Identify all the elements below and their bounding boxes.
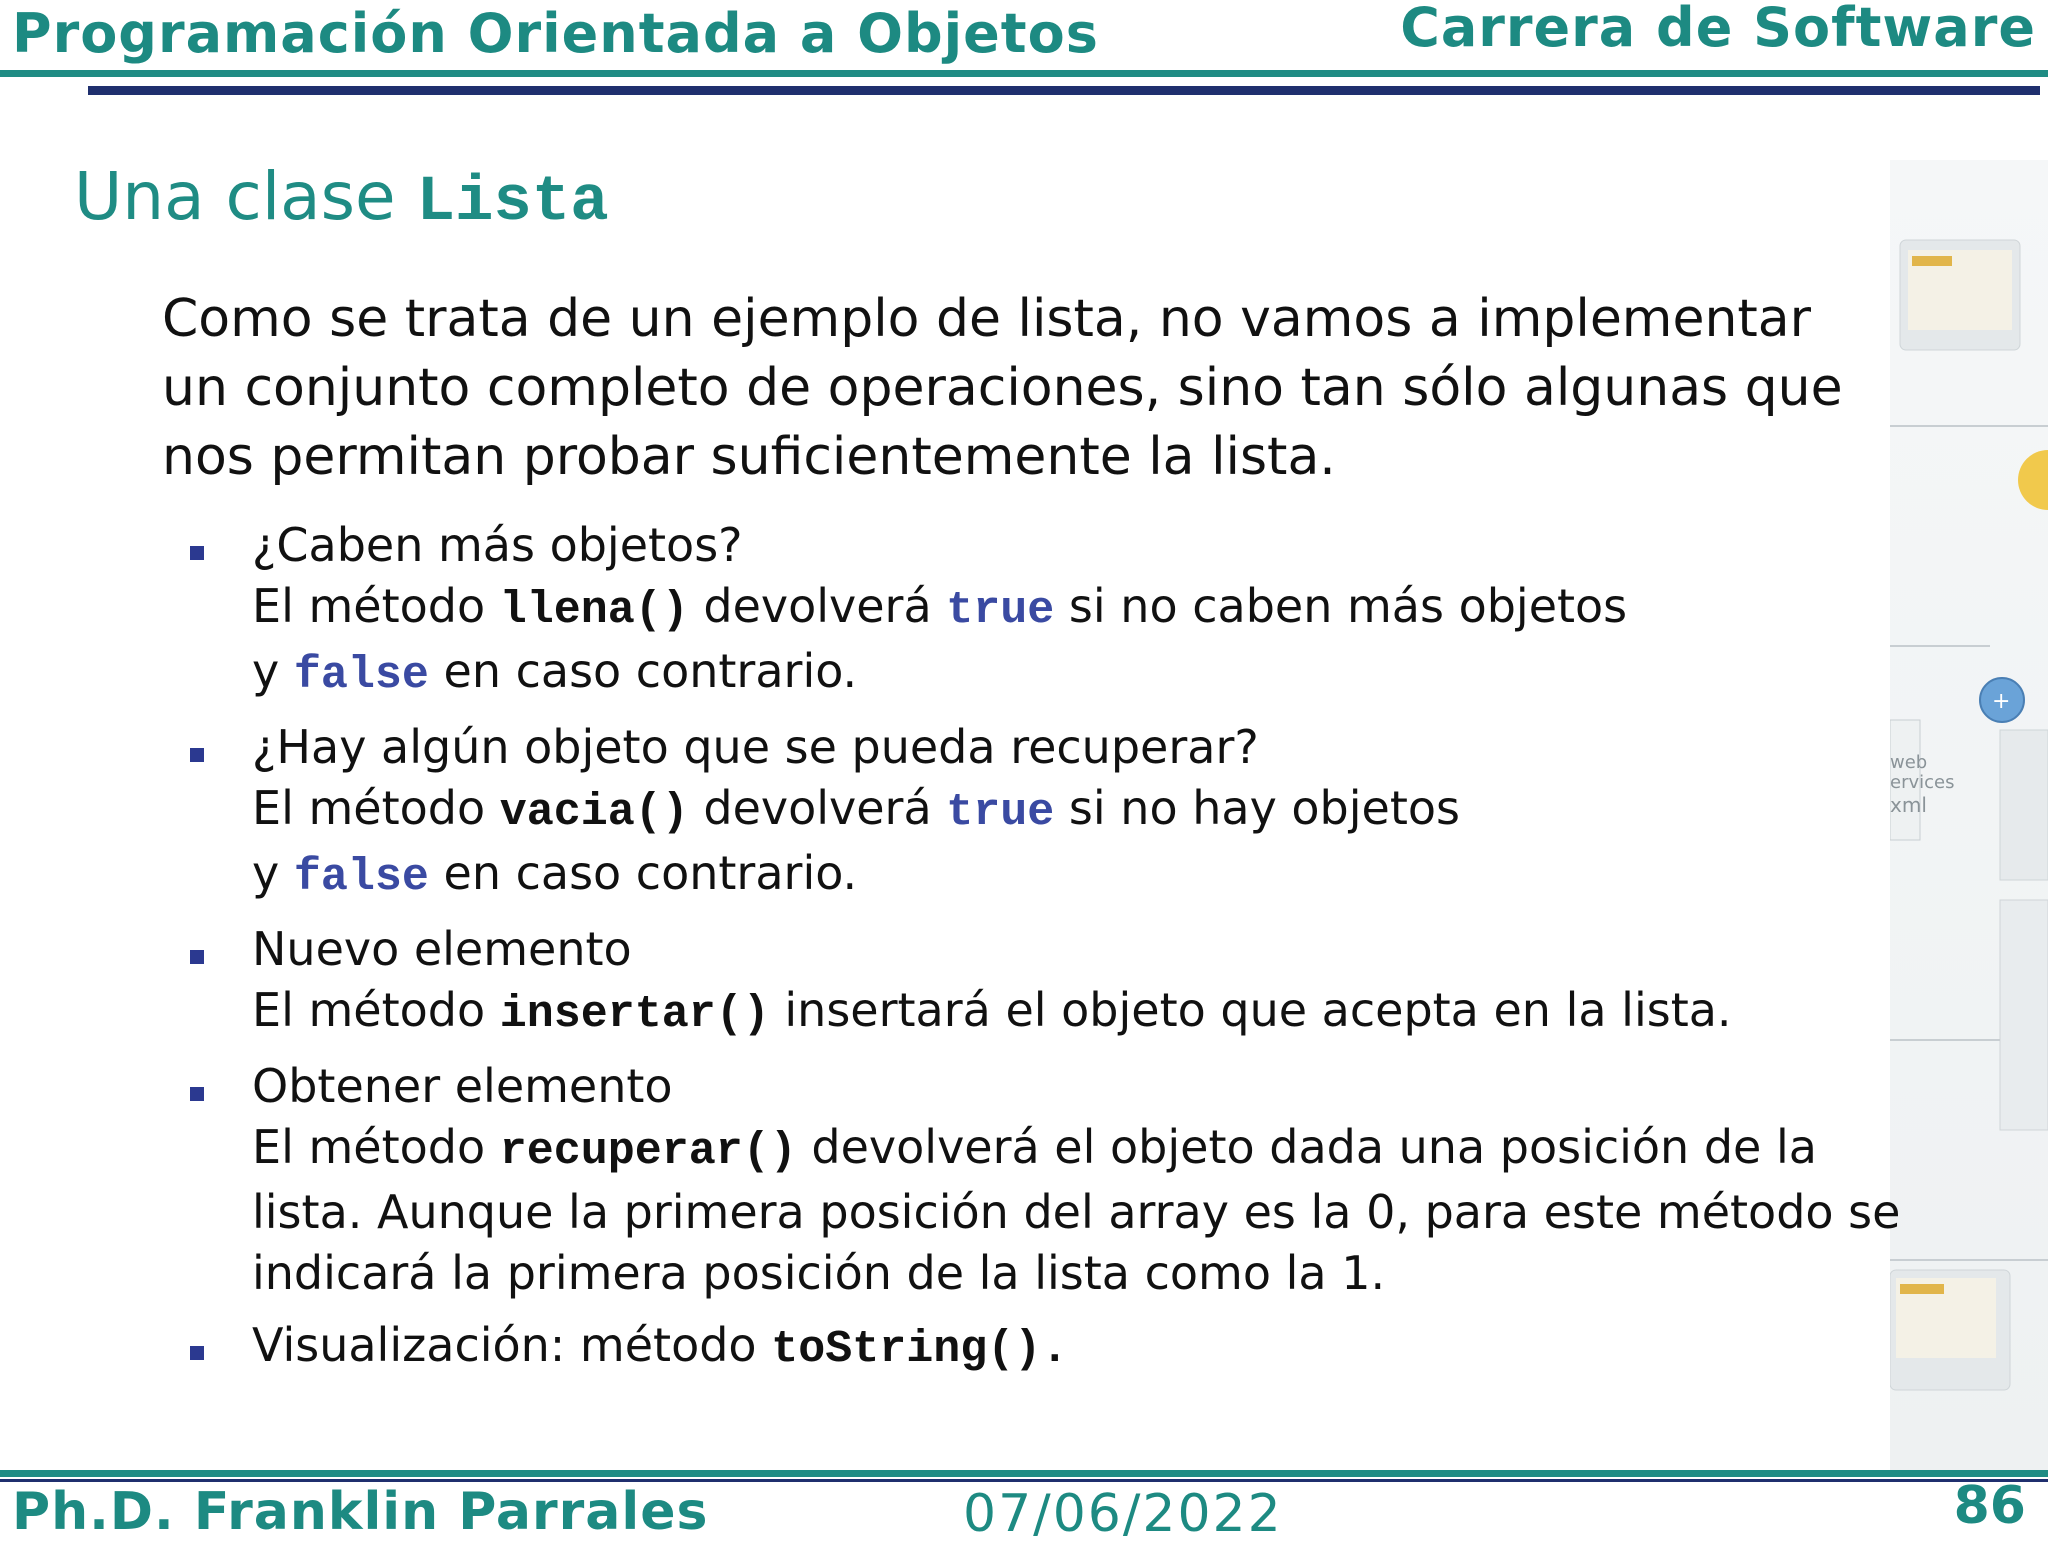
- bullet-heading: Obtener elemento: [252, 1059, 673, 1113]
- bullet-text: devolverá: [688, 579, 947, 633]
- method-code: llena(): [499, 585, 689, 636]
- footer-author: Ph.D. Franklin Parrales: [12, 1482, 709, 1542]
- bullet-text: en caso contrario.: [428, 644, 858, 698]
- program-title: Carrera de Software: [1400, 0, 2036, 59]
- bullet-heading: ¿Caben más objetos?: [252, 518, 743, 572]
- bullet-text: El método: [252, 983, 500, 1037]
- bullet-text: El método: [252, 1120, 500, 1174]
- square-bullet-icon: [190, 1346, 204, 1360]
- footer-date: 07/06/2022: [963, 1484, 1283, 1544]
- bullet-text: si no caben más objetos: [1054, 579, 1628, 633]
- square-bullet-icon: [190, 748, 204, 762]
- method-code: toString().: [771, 1324, 1069, 1375]
- svg-text:xml: xml: [1890, 793, 1927, 817]
- svg-text:+: +: [1992, 689, 2011, 714]
- bullet-text: El método: [252, 579, 500, 633]
- bullet-text: y: [252, 846, 294, 900]
- keyword-true: true: [946, 585, 1055, 636]
- page-number: 86: [1953, 1476, 2026, 1536]
- square-bullet-icon: [190, 950, 204, 964]
- list-item: [190, 919, 1910, 1045]
- keyword-false: false: [293, 650, 429, 701]
- bullet-heading: ¿Hay algún objeto que se pueda recuperar?: [252, 720, 1259, 774]
- bullet-text: devolverá el objeto dada una posición de la lista. Aunque la primera posición del array es la 0, para este método se indicará la primera posición de la lista como la 1.: [252, 1120, 1901, 1300]
- title-text: Una clase: [74, 158, 417, 235]
- svg-text:ervices: ervices: [1890, 772, 1955, 793]
- square-bullet-icon: [190, 546, 204, 560]
- header-rule-teal: [0, 70, 2048, 77]
- method-code: vacia(): [499, 787, 689, 838]
- svg-text:web: web: [1890, 752, 1928, 773]
- decorative-side-image: [1890, 160, 2048, 1470]
- course-title: Programación Orientada a Objetos: [12, 2, 1099, 65]
- bullet-text: si no hay objetos: [1054, 781, 1460, 835]
- list-item: [190, 1056, 1910, 1304]
- square-bullet-icon: [190, 1087, 204, 1101]
- footer-rule-teal: [0, 1470, 2048, 1477]
- bullet-text: Visualización: método: [252, 1318, 772, 1372]
- list-item: [190, 515, 1910, 706]
- keyword-true: true: [946, 787, 1055, 838]
- bullet-text: insertará el objeto que acepta en la lista.: [769, 983, 1732, 1037]
- method-code: insertar(): [499, 989, 770, 1040]
- bullet-text: y: [252, 644, 294, 698]
- bullet-text: El método: [252, 781, 500, 835]
- bullet-text: devolverá: [688, 781, 947, 835]
- bullet-list: [190, 515, 1910, 1391]
- header-rule-navy: [88, 86, 2040, 95]
- method-code: recuperar(): [499, 1126, 797, 1177]
- bullet-text: en caso contrario.: [428, 846, 858, 900]
- network-illustration: [1890, 160, 2048, 1470]
- intro-paragraph: Como se trata de un ejemplo de lista, no vamos a implementar un conjunto completo de operaciones, sino tan sólo algunas que nos permitan probar suficientemente la lista.: [162, 289, 1843, 487]
- bullet-heading: Nuevo elemento: [252, 922, 632, 976]
- slide-title: [74, 158, 609, 239]
- list-item: [190, 717, 1910, 908]
- title-class-name: Lista: [416, 167, 609, 239]
- keyword-false: false: [293, 852, 429, 903]
- list-item: [190, 1315, 1910, 1380]
